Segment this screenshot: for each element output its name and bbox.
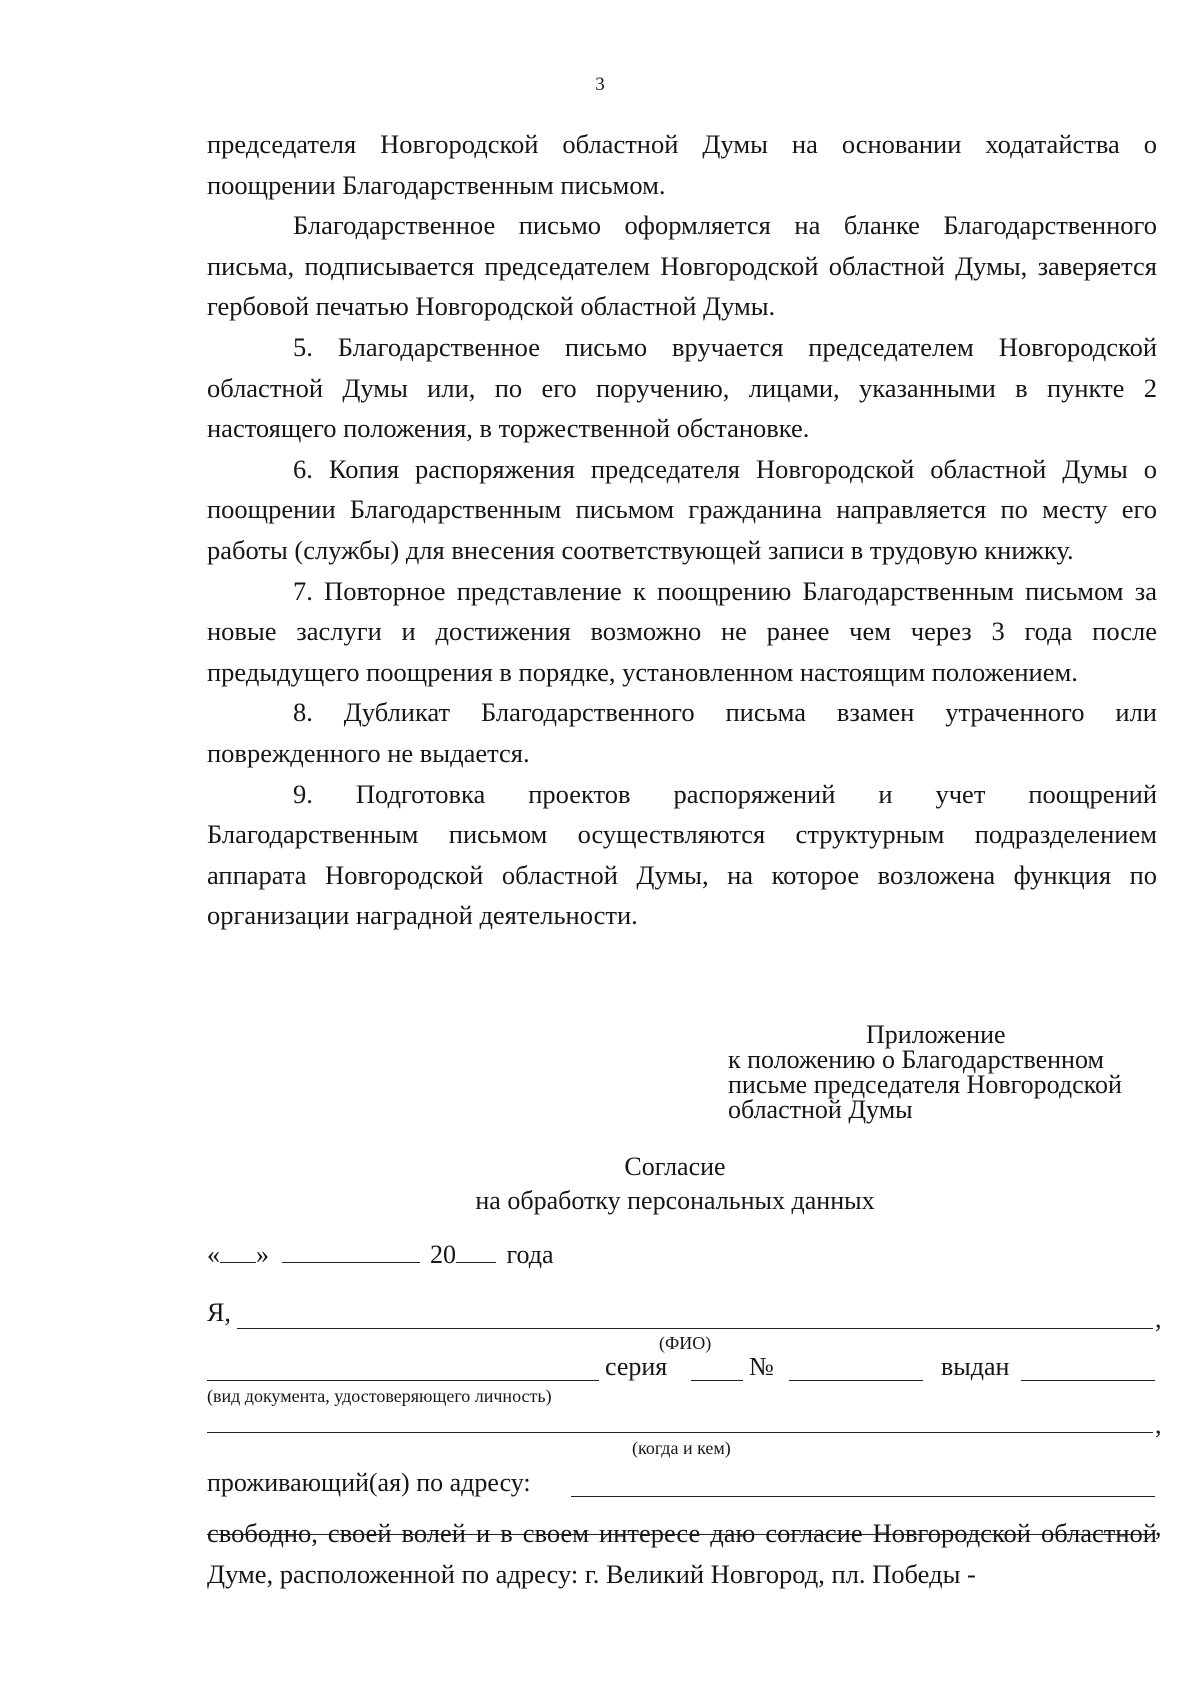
address-comma: , (1155, 1512, 1162, 1541)
document-caption: (вид документа, удостоверяющего личность) (207, 1386, 552, 1406)
number-field[interactable] (789, 1380, 923, 1381)
final-paragraph-block (207, 1513, 1157, 1594)
paragraph-1: Благодарственное письмо оформляется на бланке Благодарственного письма, подписывается председателем Новгородской областной Думы, заверяется гербовой печатью Новгородской областной Думы. (207, 210, 1157, 322)
paragraph-6: 9. Подготовка проектов распоряжений и учет поощрений Благодарственным письмом осуществляются структурным подразделением аппарата Новгородской областной Думы, на которое возложена функция по организации наградной деятельности. (207, 778, 1157, 931)
series-field[interactable] (691, 1380, 743, 1381)
body-text (207, 124, 1157, 936)
date-row (207, 1240, 554, 1270)
appendix-line: к положению о Благодарственном (728, 1045, 1104, 1074)
issued-label: выдан (941, 1352, 1010, 1381)
document-type-field[interactable] (207, 1380, 599, 1381)
year-field[interactable] (456, 1262, 496, 1263)
appendix-block (728, 1022, 1168, 1122)
day-field[interactable] (220, 1262, 256, 1263)
fio-field[interactable] (237, 1328, 1153, 1329)
consent-heading (0, 1150, 1200, 1218)
address-field-1[interactable] (571, 1496, 1155, 1497)
appendix-line: областной Думы (728, 1095, 913, 1124)
year-prefix: 20 (430, 1240, 456, 1269)
consent-title: Согласие (624, 1152, 726, 1181)
date-quote-close: » (256, 1240, 269, 1269)
paragraph-0: председателя Новгородской областной Думы на основании ходатайства о поощрении Благодарственным письмом. (207, 129, 1157, 200)
fio-caption: (ФИО) (659, 1333, 712, 1353)
appendix-line: письме председателя Новгородской (728, 1070, 1122, 1099)
page-number: 3 (595, 74, 605, 95)
when-caption: (когда и кем) (632, 1438, 731, 1458)
appendix-title: Приложение (866, 1020, 1006, 1049)
issued-when-field[interactable] (207, 1432, 1153, 1433)
address-label: проживающий(ая) по адресу: (207, 1468, 531, 1497)
series-label: серия (605, 1352, 668, 1381)
month-field[interactable] (282, 1262, 420, 1263)
fio-comma: , (1155, 1304, 1162, 1333)
paragraph-5: 8. Дубликат Благодарственного письма взамен утраченного или поврежденного не выдается. (207, 697, 1157, 768)
i-label: Я, (207, 1298, 231, 1327)
consent-subtitle: на обработку персональных данных (475, 1186, 875, 1215)
number-label: № (749, 1352, 774, 1381)
when-comma: , (1155, 1410, 1162, 1439)
paragraph-3: 6. Копия распоряжения председателя Новгородской областной Думы о поощрении Благодарственным письмом гражданина направляется по месту его работы (службы) для внесения соответствующей записи в трудовую книжку. (207, 453, 1157, 565)
final-paragraph: свободно, своей волей и в своем интересе даю согласие Новгородской областной Думе, расположенной по адресу: г. Великий Новгород, пл. Победы - (207, 1518, 1157, 1589)
issued-field[interactable] (1021, 1380, 1155, 1381)
paragraph-4: 7. Повторное представление к поощрению Благодарственным письмом за новые заслуги и достижения возможно не ранее чем через 3 года после предыдущего поощрения в порядке, установленном настоящим положением. (207, 575, 1157, 687)
date-quote-open: « (207, 1240, 220, 1269)
paragraph-2: 5. Благодарственное письмо вручается председателем Новгородской областной Думы или, по его поручению, лицами, указанными в пункте 2 настоящего положения, в торжественной обстановке. (207, 331, 1157, 444)
year-suffix: года (506, 1240, 554, 1269)
